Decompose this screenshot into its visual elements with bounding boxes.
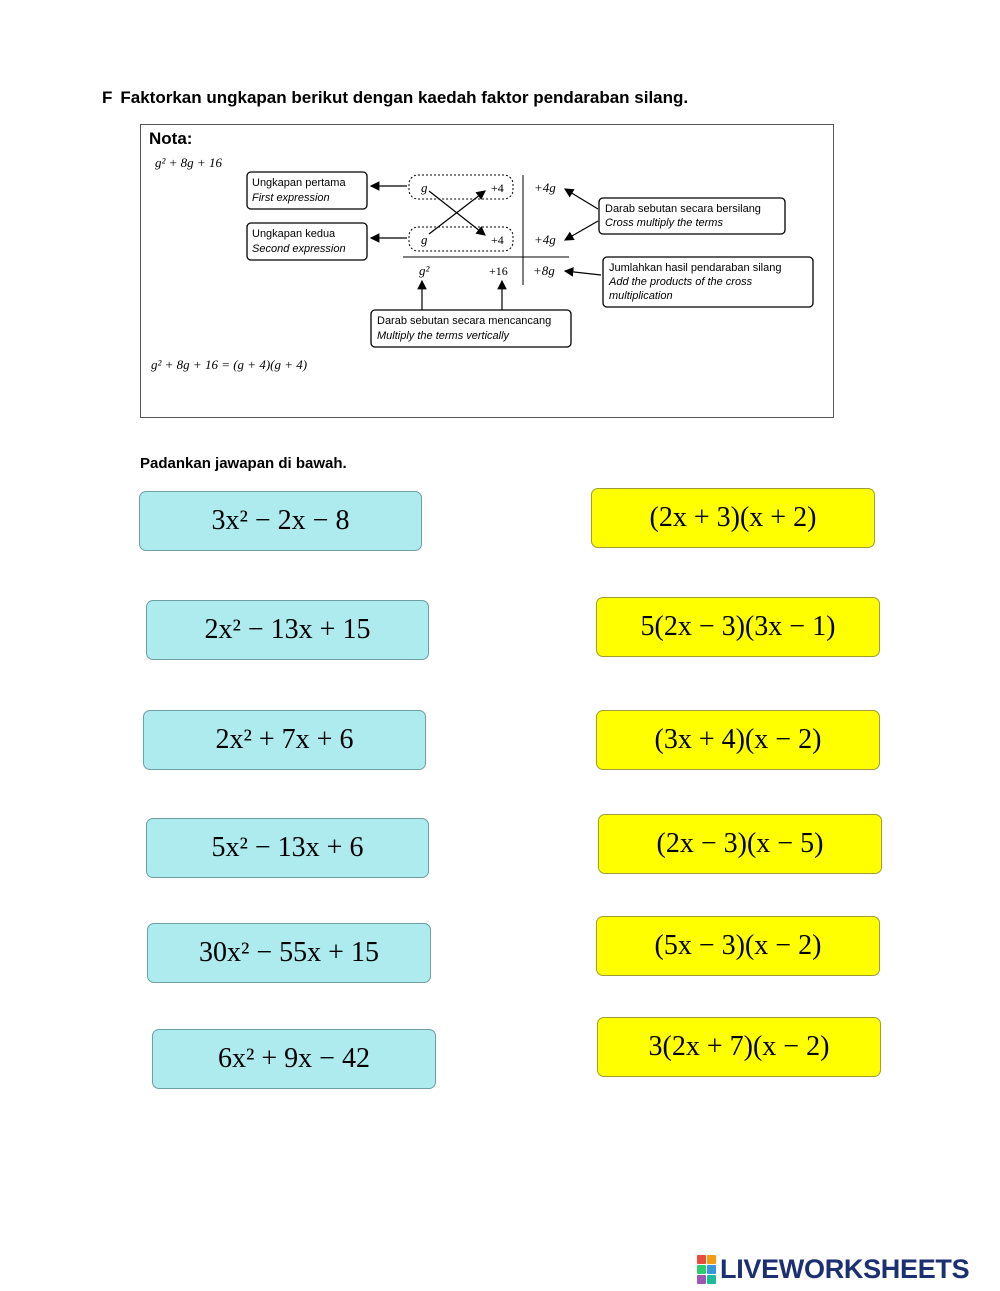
liveworksheets-logo[interactable]	[697, 1254, 969, 1285]
answer-card[interactable]: (2x + 3)(x + 2)	[591, 488, 875, 548]
question-card[interactable]: 2x² + 7x + 6	[143, 710, 426, 770]
cross-box-arrow-up	[565, 189, 598, 209]
term-g-first: g	[421, 180, 428, 195]
logo-tile	[697, 1255, 706, 1264]
question-card[interactable]: 6x² + 9x − 42	[152, 1029, 436, 1089]
sum-box-arrow	[565, 271, 601, 275]
logo-tile	[707, 1255, 716, 1264]
nota-box	[140, 124, 834, 418]
question-card[interactable]: 3x² − 2x − 8	[139, 491, 422, 551]
answer-card[interactable]: 5(2x − 3)(3x − 1)	[596, 597, 880, 657]
logo-mark-icon	[697, 1255, 716, 1284]
worksheet-heading	[102, 88, 688, 108]
nota-result: g² + 8g + 16 = (g + 4)(g + 4)	[151, 357, 308, 372]
first-label-en: First expression	[252, 192, 330, 204]
vert-label-en: Multiply the terms vertically	[377, 330, 510, 342]
term-g-second: g	[421, 232, 428, 247]
cross-label-en: Cross multiply the terms	[605, 217, 723, 229]
sum-label-ms: Jumlahkan hasil pendaraban silang	[609, 262, 782, 274]
answer-card[interactable]: 3(2x + 7)(x − 2)	[597, 1017, 881, 1077]
answer-card[interactable]: (3x + 4)(x − 2)	[596, 710, 880, 770]
second-label-ms: Ungkapan kedua	[252, 228, 336, 240]
logo-tile	[707, 1265, 716, 1274]
answer-card[interactable]: (5x − 3)(x − 2)	[596, 916, 880, 976]
instruction-text: Padankan jawapan di bawah.	[140, 455, 347, 472]
product-second: +4g	[534, 232, 556, 247]
question-card[interactable]: 5x² − 13x + 6	[146, 818, 429, 878]
sum-label-en-1: Add the products of the cross	[609, 276, 753, 288]
nota-title: Nota:	[149, 129, 193, 148]
answer-card[interactable]: (2x − 3)(x − 5)	[598, 814, 882, 874]
second-label-en: Second expression	[252, 243, 346, 255]
logo-tile	[697, 1265, 706, 1274]
logo-tile	[697, 1275, 706, 1284]
logo-tile	[707, 1275, 716, 1284]
product-g-squared: g²	[419, 263, 430, 278]
vert-label-ms: Darab sebutan secara mencancang	[377, 315, 552, 327]
heading-text: Faktorkan ungkapan berikut dengan kaedah faktor pendaraban silang.	[120, 88, 689, 107]
logo-text: LIVEWORKSHEETS	[720, 1254, 970, 1284]
section-letter: F	[102, 88, 113, 107]
cross-method-diagram	[141, 125, 833, 417]
nota-expression: g² + 8g + 16	[155, 155, 222, 170]
term-plus4-first: +4	[491, 181, 504, 195]
question-card[interactable]: 30x² − 55x + 15	[147, 923, 431, 983]
question-card[interactable]: 2x² − 13x + 15	[146, 600, 429, 660]
sum-8g: +8g	[533, 263, 555, 278]
first-label-ms: Ungkapan pertama	[252, 177, 346, 189]
cross-label-ms: Darab sebutan secara bersilang	[605, 203, 761, 215]
sum-label-en-2: multiplication	[609, 290, 673, 302]
product-16: +16	[489, 264, 508, 278]
product-first: +4g	[534, 180, 556, 195]
term-plus4-second: +4	[491, 233, 504, 247]
cross-box-arrow-down	[565, 221, 598, 240]
